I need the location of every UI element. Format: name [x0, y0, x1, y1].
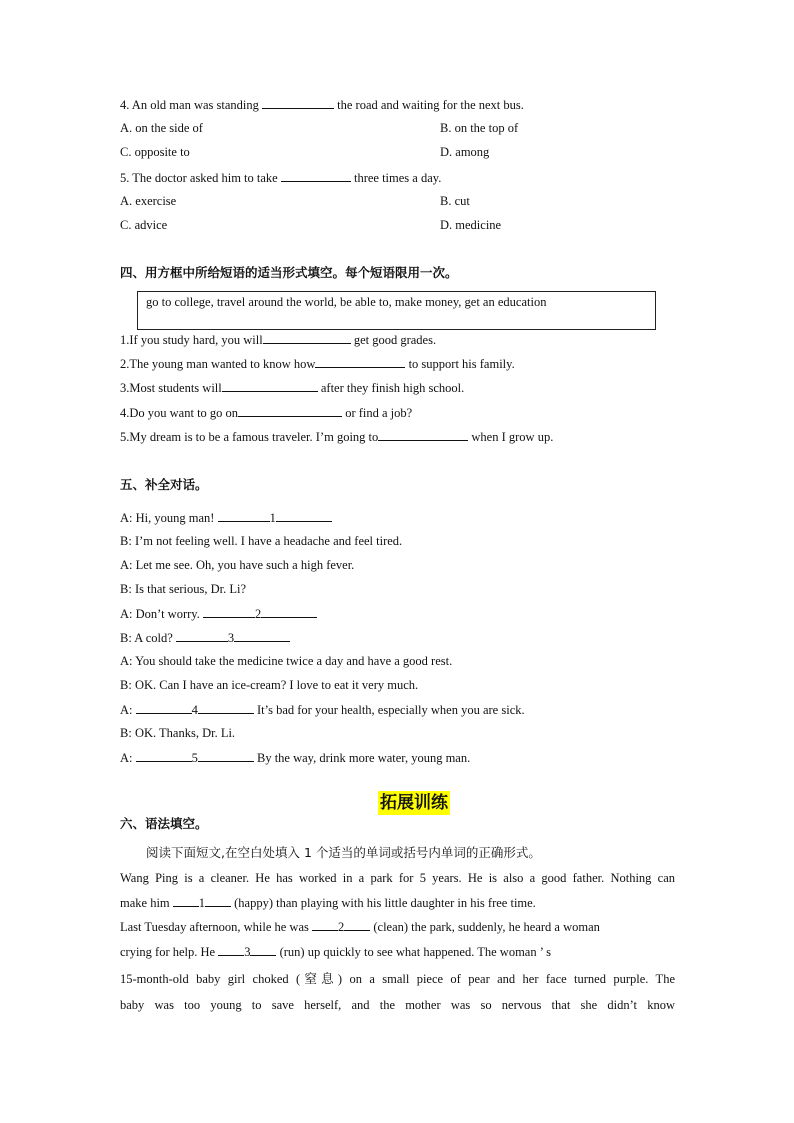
dialogue-line	[120, 677, 418, 693]
answer-blank[interactable]	[312, 918, 338, 931]
blank-number: 4	[191, 703, 198, 717]
speaker: A:	[120, 558, 133, 572]
speaker: B:	[120, 534, 132, 548]
speaker: A:	[120, 511, 133, 525]
answer-blank[interactable]	[261, 605, 317, 618]
answer-blank[interactable]	[378, 428, 468, 441]
s4-item-5	[120, 428, 553, 445]
blank-number: 2	[254, 607, 262, 621]
section6-instruction: 阅读下面短文,在空白处填入 1 个适当的单词或括号内单词的正确形式。	[146, 845, 541, 860]
q5-stem	[120, 169, 441, 186]
dialogue-text: Don’t worry.	[132, 607, 203, 621]
passage-line	[120, 918, 600, 935]
dialogue-line	[120, 557, 354, 573]
speaker: A:	[120, 703, 133, 717]
q4-option-c: C. opposite to	[120, 145, 190, 159]
q5-option-c: C. advice	[120, 218, 168, 232]
answer-blank[interactable]	[276, 509, 332, 522]
answer-blank[interactable]	[344, 918, 370, 931]
dialogue-text: A cold?	[131, 631, 176, 645]
blank-number: 3	[227, 631, 235, 645]
dialogue-line	[120, 653, 452, 669]
phrase-box-text: go to college, travel around the world, be able to, make money, get an education	[146, 295, 547, 309]
dialogue-text: I’m not feeling well. I have a headache and feel tired.	[131, 534, 403, 548]
answer-blank[interactable]	[205, 894, 231, 907]
passage-text: Last Tuesday afternoon, while he was	[120, 920, 312, 934]
answer-blank[interactable]	[263, 331, 351, 344]
answer-blank[interactable]	[234, 629, 290, 642]
speaker: B:	[120, 631, 132, 645]
dialogue-text: Let me see. Oh, you have such a high fever.	[132, 558, 355, 572]
q5-stem-start: 5. The doctor asked him to take	[120, 171, 281, 185]
section4-heading: 四、用方框中所给短语的适当形式填空。每个短语限用一次。	[120, 265, 458, 280]
q4-option-b: B. on the top of	[440, 121, 519, 135]
blank-number: 1	[198, 896, 206, 910]
dialogue-text: Hi, young man!	[132, 511, 218, 525]
dialogue-text: You should take the medicine twice a day and have a good rest.	[132, 654, 453, 668]
s4-item-text: after they finish high school.	[317, 381, 465, 395]
dialogue-line	[120, 629, 290, 646]
dialogue-line	[120, 749, 470, 766]
s4-item-text: 5.My dream is to be a famous traveler. I’m going to	[120, 430, 379, 444]
answer-blank[interactable]	[238, 404, 342, 417]
passage-line: baby was too young to save herself, and the mother was so nervous that she didn’t know	[120, 998, 675, 1012]
dialogue-line	[120, 509, 332, 526]
q5-option-a: A. exercise	[120, 194, 177, 208]
section6-heading: 六、语法填空。	[120, 816, 208, 831]
speaker: B:	[120, 726, 132, 740]
dialogue-line	[120, 581, 246, 597]
s4-item-1	[120, 331, 436, 348]
dialogue-text: OK. Thanks, Dr. Li.	[131, 726, 236, 740]
answer-blank[interactable]	[222, 379, 318, 392]
answer-blank[interactable]	[218, 943, 244, 956]
passage-text: crying for help. He	[120, 945, 219, 959]
extension-training-banner: 拓展训练	[380, 793, 448, 813]
s4-item-text: 3.Most students will	[120, 381, 222, 395]
q4-stem-start: 4. An old man was standing	[120, 98, 263, 112]
s4-item-text: when I grow up.	[468, 430, 554, 444]
s4-item-text: 2.The young man wanted to know how	[120, 357, 316, 371]
speaker: A:	[120, 751, 133, 765]
s4-item-2	[120, 355, 515, 372]
passage-line: Wang Ping is a cleaner. He has worked in a park for 5 years. He is also a good father. Nothing can	[120, 871, 675, 885]
passage-text: (run) up quickly to see what happened. The woman ’ s	[276, 945, 551, 959]
dialogue-line	[120, 725, 235, 741]
dialogue-line	[120, 533, 402, 549]
section5-heading: 五、补全对话。	[120, 477, 208, 492]
dialogue-text: It’s bad for your health, especially when you are sick.	[253, 703, 525, 717]
answer-blank[interactable]	[315, 355, 405, 368]
dialogue-line	[120, 701, 525, 718]
q4-stem	[120, 96, 524, 113]
passage-text: make him	[120, 896, 173, 910]
dialogue-line	[120, 605, 317, 622]
answer-blank[interactable]	[281, 169, 351, 182]
answer-blank[interactable]	[203, 605, 255, 618]
dialogue-text: Is that serious, Dr. Li?	[131, 582, 247, 596]
q5-option-d: D. medicine	[440, 218, 502, 232]
s4-item-text: 4.Do you want to go on	[120, 406, 239, 420]
answer-blank[interactable]	[250, 943, 276, 956]
answer-blank[interactable]	[218, 509, 270, 522]
passage-line: 15-month-old baby girl choked (窒息) on a small piece of pear and her face turned purple. The	[120, 972, 675, 986]
s4-item-text: to support his family.	[405, 357, 515, 371]
answer-blank[interactable]	[198, 749, 254, 762]
q5-stem-end: three times a day.	[350, 171, 442, 185]
answer-blank[interactable]	[173, 894, 199, 907]
s4-item-3	[120, 379, 464, 396]
passage-text: (clean) the park, suddenly, he heard a woman	[370, 920, 600, 934]
s4-item-text: get good grades.	[350, 333, 437, 347]
answer-blank[interactable]	[136, 749, 192, 762]
answer-blank[interactable]	[262, 96, 334, 109]
blank-number: 1	[269, 511, 276, 525]
speaker: A:	[120, 654, 133, 668]
answer-blank[interactable]	[176, 629, 228, 642]
phrase-box	[137, 291, 656, 330]
passage-text: (happy) than playing with his little daughter in his free time.	[231, 896, 536, 910]
speaker: A:	[120, 607, 133, 621]
passage-line	[120, 894, 536, 911]
q5-option-b: B. cut	[440, 194, 470, 208]
q4-option-a: A. on the side of	[120, 121, 203, 135]
s4-item-text: 1.If you study hard, you will	[120, 333, 263, 347]
blank-number: 3	[244, 945, 251, 959]
s4-item-4	[120, 404, 412, 421]
q4-option-d: D. among	[440, 145, 490, 159]
dialogue-text: By the way, drink more water, young man.	[253, 751, 471, 765]
answer-blank[interactable]	[198, 701, 254, 714]
speaker: B:	[120, 582, 132, 596]
blank-number: 2	[337, 920, 345, 934]
dialogue-text: OK. Can I have an ice-cream? I love to eat it very much.	[131, 678, 419, 692]
speaker: B:	[120, 678, 132, 692]
q4-stem-end: the road and waiting for the next bus.	[334, 98, 524, 112]
blank-number: 5	[191, 751, 198, 765]
s4-item-text: or find a job?	[342, 406, 413, 420]
answer-blank[interactable]	[136, 701, 192, 714]
passage-line	[120, 943, 551, 960]
